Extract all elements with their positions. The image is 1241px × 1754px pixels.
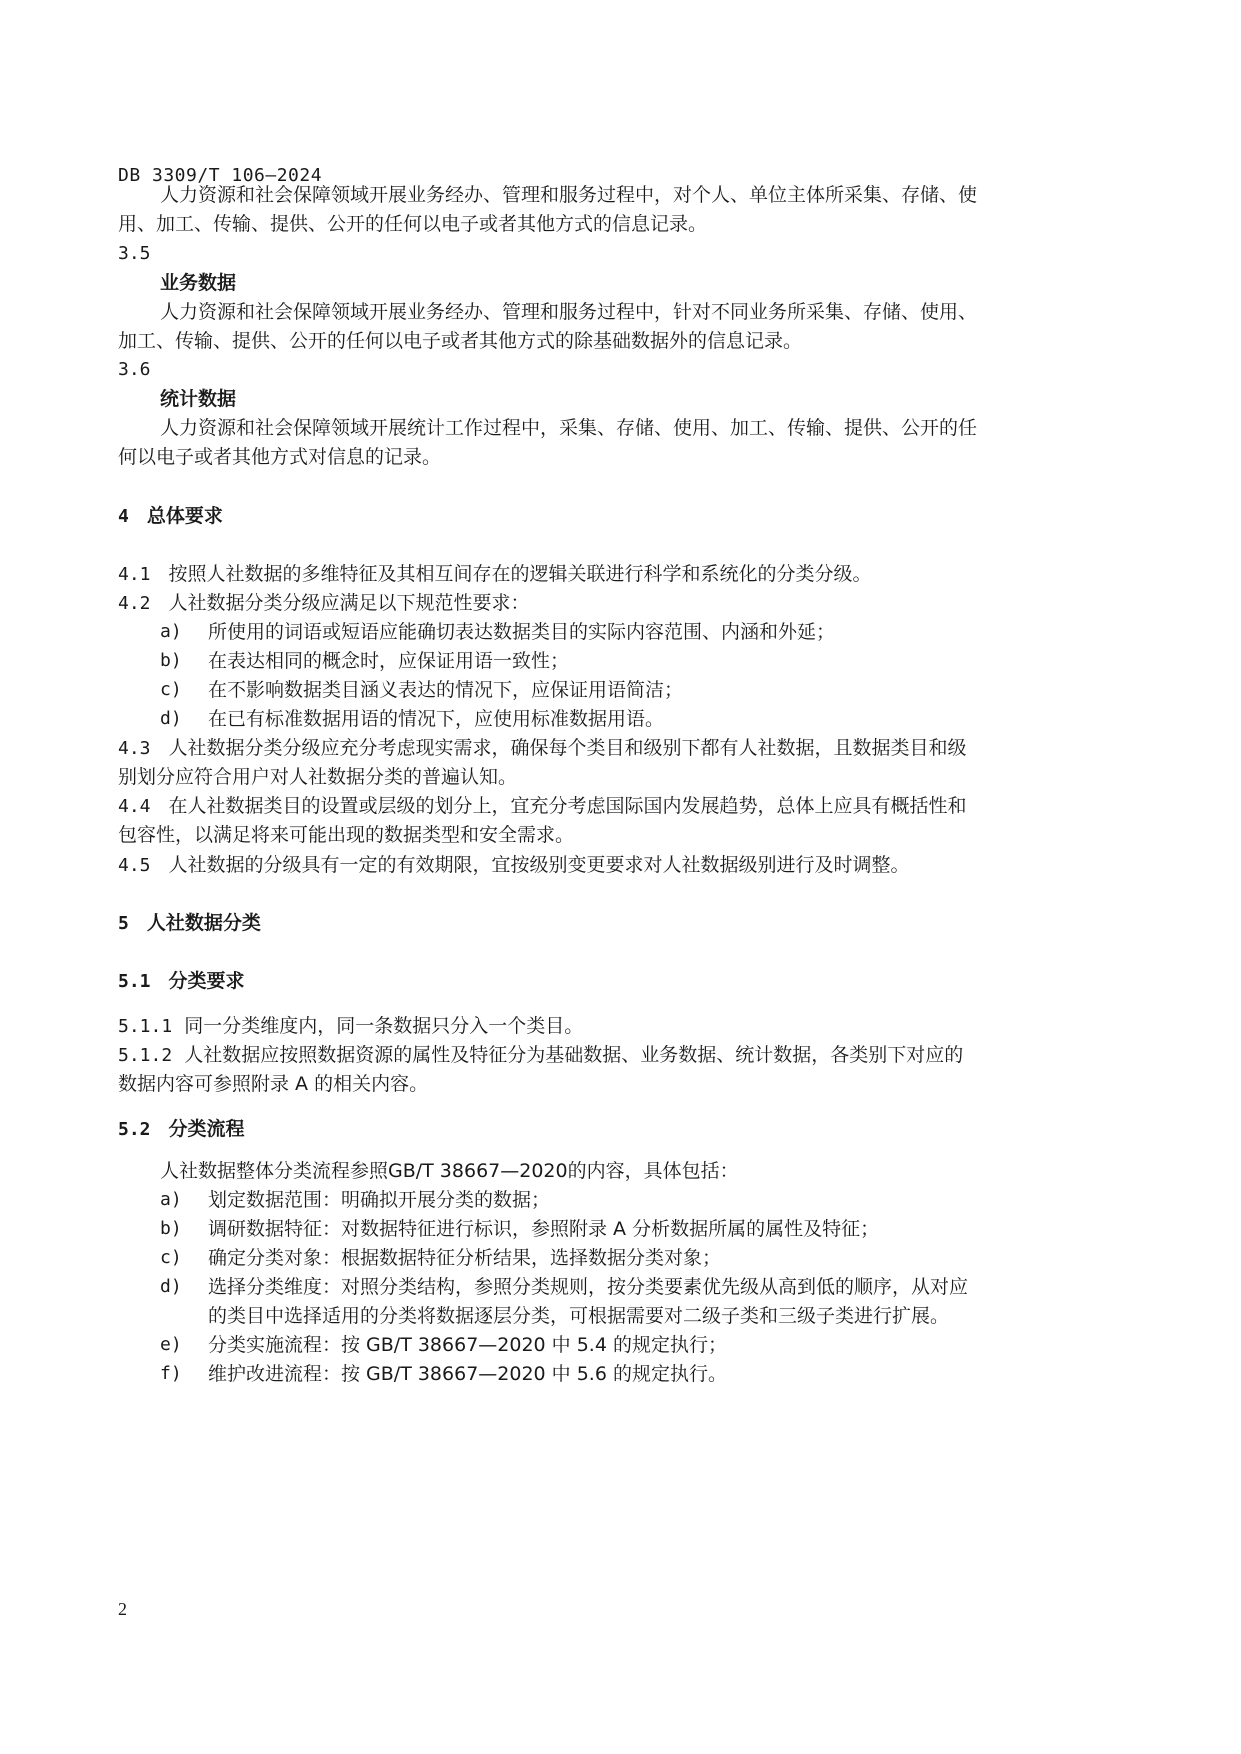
clause-5-1-2-line2: 数据内容可参照附录 A 的相关内容。 <box>118 1073 429 1095</box>
list-item-text: 选择分类维度：对照分类结构，参照分类规则，按分类要素优先级从高到低的顺序，从对应 <box>208 1276 969 1298</box>
def-3-4-line1: 人力资源和社会保障领域开展业务经办、管理和服务过程中，对个人、单位主体所采集、存储、使 <box>160 184 978 206</box>
def-3-5-line2: 加工、传输、提供、公开的任何以电子或者其他方式的除基础数据外的信息记录。 <box>118 330 803 352</box>
def-3-5-term: 业务数据 <box>160 272 237 294</box>
list-item-label: d) <box>160 1276 182 1297</box>
clause-5-1-2-line1: 人社数据应按照数据资源的属性及特征分为基础数据、业务数据、统计数据，各类别下对应的 <box>184 1044 964 1066</box>
clause-4-1-text: 按照人社数据的多维特征及其相互间存在的逻辑关联进行科学和系统化的分类分级。 <box>168 563 872 585</box>
list-item-label: c) <box>160 679 182 700</box>
clause-4-2-number: 4.2 <box>118 593 151 614</box>
list-item-label: b) <box>160 650 182 671</box>
clause-4-3 <box>118 739 967 758</box>
clause-4-2-text: 人社数据分类分级应满足以下规范性要求： <box>168 592 530 614</box>
list-item-text-continued: 的类目中选择适用的分类将数据逐层分类，可根据需要对二级子类和三级子类进行扩展。 <box>208 1305 950 1327</box>
list-item-label: a) <box>160 1189 182 1210</box>
clause-4-5-text: 人社数据的分级具有一定的有效期限，宜按级别变更要求对人社数据级别进行及时调整。 <box>168 854 910 876</box>
list-item-text: 确定分类对象：根据数据特征分析结果，选择数据分类对象； <box>208 1247 722 1269</box>
clause-4-1-number: 4.1 <box>118 564 151 585</box>
list-item-text: 划定数据范围：明确拟开展分类的数据； <box>208 1189 551 1211</box>
section-4-number: 4 <box>118 506 129 527</box>
clause-4-2 <box>118 594 530 613</box>
clause-4-3-line1: 人社数据分类分级应充分考虑现实需求，确保每个类目和级别下都有人社数据，且数据类目和级 <box>168 737 967 759</box>
document-code-header: DB 3309/T 106—2024 <box>118 165 323 186</box>
clause-5-1-1-text: 同一分类维度内，同一条数据只分入一个类目。 <box>184 1015 584 1037</box>
section-4-heading <box>118 507 223 526</box>
list-item-label: b) <box>160 1218 182 1239</box>
def-3-6-line2: 何以电子或者其他方式对信息的记录。 <box>118 446 442 468</box>
clause-5-1-1 <box>118 1017 583 1036</box>
list-item-label: a) <box>160 621 182 642</box>
list-item-text: 分类实施流程：按 GB/T 38667—2020 中 5.4 的规定执行； <box>208 1334 727 1356</box>
clause-4-5 <box>118 856 910 875</box>
def-3-6-line1: 人力资源和社会保障领域开展统计工作过程中，采集、存储、使用、加工、传输、提供、公开的任 <box>160 417 978 439</box>
clause-4-4-line1: 在人社数据类目的设置或层级的划分上，宜充分考虑国际国内发展趋势，总体上应具有概括性和 <box>168 795 967 817</box>
def-3-6-number: 3.6 <box>118 359 151 380</box>
clause-4-3-line2: 别划分应符合用户对人社数据分类的普遍认知。 <box>118 766 518 788</box>
page-number: 2 <box>118 1599 127 1619</box>
section-5-heading <box>118 914 261 933</box>
section-5-number: 5 <box>118 913 129 934</box>
subsection-5-1-title: 分类要求 <box>168 970 245 992</box>
clause-4-4-number: 4.4 <box>118 796 151 817</box>
list-item-text: 维护改进流程：按 GB/T 38667—2020 中 5.6 的规定执行。 <box>208 1363 727 1385</box>
clause-5-1-2 <box>118 1046 963 1065</box>
clause-5-1-2-number: 5.1.2 <box>118 1045 173 1066</box>
section-4-title: 总体要求 <box>146 505 223 527</box>
list-item-label: f) <box>160 1363 182 1384</box>
def-3-6-term: 统计数据 <box>160 388 237 410</box>
def-3-4-line2: 用、加工、传输、提供、公开的任何以电子或者其他方式的信息记录。 <box>118 213 708 235</box>
def-3-5-number: 3.5 <box>118 243 151 264</box>
clause-4-4-line2: 包容性，以满足将来可能出现的数据类型和安全需求。 <box>118 824 575 846</box>
list-item-text: 在表达相同的概念时，应保证用语一致性； <box>208 650 570 672</box>
subsection-5-1-number: 5.1 <box>118 971 151 992</box>
list-item-text: 在已有标准数据用语的情况下，应使用标准数据用语。 <box>208 708 665 730</box>
subsection-5-1-heading <box>118 972 245 991</box>
list-item-text: 所使用的词语或短语应能确切表达数据类目的实际内容范围、内涵和外延； <box>208 621 836 643</box>
subsection-5-2-number: 5.2 <box>118 1119 151 1140</box>
clause-4-3-number: 4.3 <box>118 738 151 759</box>
list-item-text: 调研数据特征：对数据特征进行标识，参照附录 A 分析数据所属的属性及特征； <box>208 1218 880 1240</box>
section-5-title: 人社数据分类 <box>146 912 261 934</box>
def-3-5-line1: 人力资源和社会保障领域开展业务经办、管理和服务过程中，针对不同业务所采集、存储、使用、 <box>160 301 978 323</box>
list-item-label: e) <box>160 1334 182 1355</box>
clause-4-1 <box>118 565 872 584</box>
clause-4-4 <box>118 797 967 816</box>
clause-4-5-number: 4.5 <box>118 855 151 876</box>
subsection-5-2-title: 分类流程 <box>168 1118 245 1140</box>
list-item-text: 在不影响数据类目涵义表达的情况下，应保证用语简洁； <box>208 679 684 701</box>
subsection-5-2-intro: 人社数据整体分类流程参照GB/T 38667—2020的内容，具体包括： <box>160 1160 739 1182</box>
list-item-label: c) <box>160 1247 182 1268</box>
subsection-5-2-heading <box>118 1120 245 1139</box>
clause-5-1-1-number: 5.1.1 <box>118 1016 173 1037</box>
list-item-label: d) <box>160 708 182 729</box>
